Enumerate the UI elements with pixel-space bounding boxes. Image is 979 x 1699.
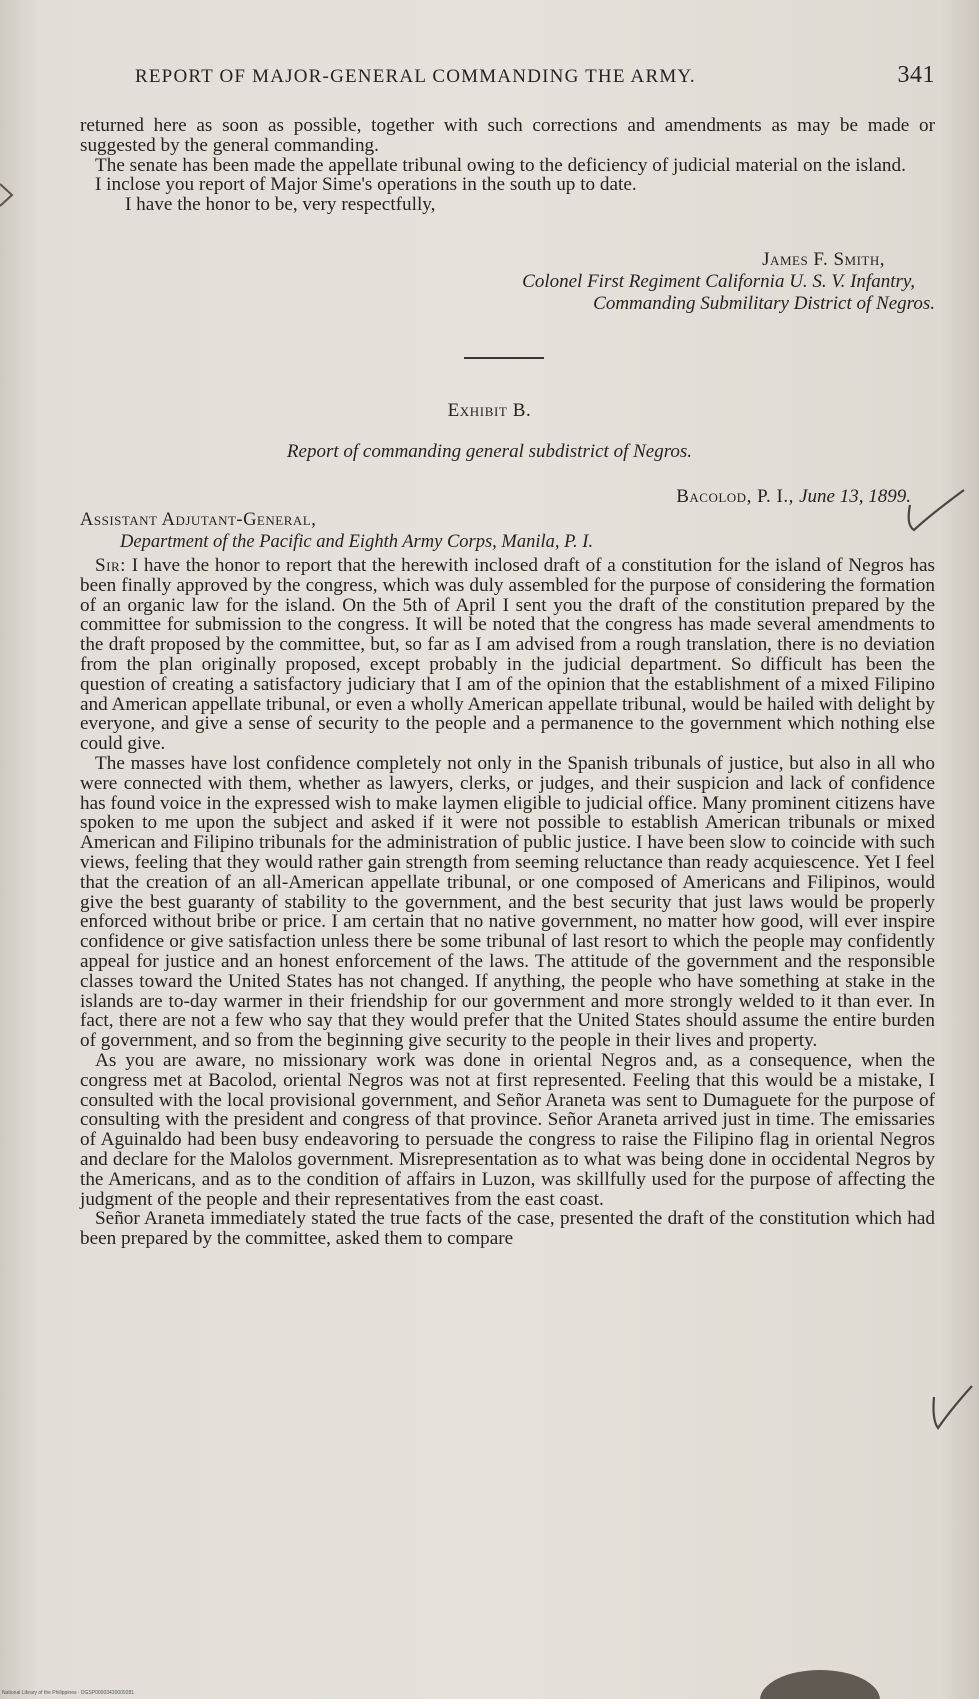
paragraph: I inclose you report of Major Sime's operations in the south up to date. bbox=[95, 174, 637, 196]
paragraph: The masses have lost confidence completely not only in the Spanish tribunals of justice, but also in all who were connected with them, whether as lawyers, clerks, or judges, and their suspicion and lack of confidence has found voice in the expressed wish to make laymen eligible to judicial office. Many prominent citizens have spoken to me upon the subject and asked if it were not possible to establish American tribunals or mixed American and Filipino tribunals for the administration of public justice. I have been slow to coincide with such views, feeling that they would rather gain strength from seeming reluctance than ready acquiescence. Yet I feel that the creation of an all-American appellate tribunal, or one composed of Americans and Filipinos, would give the best guaranty of stability to the government, and the best security that just laws would be properly enforced without bribe or price. I am certain that no native government, no matter how good, will ever inspire confidence or give satisfaction unless there be some tribunal of last resort to which the people may confidently appeal for justice and an honest enforcement of the laws. The attitude of the government and the responsible classes toward the United States has not changed. If anything, the people who have something at stake in the islands are to-day warmer in their friendship for our government and more strongly welded to it than ever. In fact, there are not a few who say that they would prefer that the United States should assume the entire burden of government, and so from the beginning give security to the people in their lives and property. bbox=[80, 752, 935, 1052]
page-number: 341 bbox=[897, 62, 935, 88]
paragraph bbox=[80, 556, 935, 754]
paragraph-text: I have the honor to report that the herewith inclosed draft of a constitution for the island of Negros has been finally approved by the congress, which was duly assembled for the purpose of considering the formation of an organic law for the island. On the 5th of April I sent you the draft of the constitution prepared by the committee for submission to the congress. It will be noted that the congress has made several amendments to the draft proposed by the committee, but, so far as I am advised from a rough translation, there is no deviation from the plan originally proposed, except probably in the judicial department. So difficult has been the question of creating a satisfactory judiciary that I am of the opinion that the establishment of a mixed Filipino and American appellate tribunal, or even a wholly American appellate tribunal, would be hailed with delight by everyone, and give a sense of security to the people and a permanence to the government which nothing else could give. bbox=[80, 555, 935, 755]
addressee-department: Department of the Pacific and Eighth Army Corps, Manila, P. I. bbox=[120, 532, 594, 552]
signature-block bbox=[522, 249, 935, 315]
dateline bbox=[676, 486, 911, 508]
exhibit-subtitle: Report of commanding general subdistrict of Negros. bbox=[286, 441, 693, 462]
continued-letter-text bbox=[80, 116, 935, 215]
handwritten-check-mark bbox=[930, 1382, 975, 1442]
running-title: REPORT OF MAJOR-GENERAL COMMANDING THE ARMY. bbox=[135, 66, 696, 87]
salutation: Sir: bbox=[95, 555, 127, 576]
running-header bbox=[135, 62, 935, 88]
paragraph: Señor Araneta immediately stated the true facts of the case, presented the draft of the constitution which had been prepared by the committee, asked them to compare bbox=[80, 1208, 935, 1250]
addressee-title: Assistant Adjutant-General, bbox=[80, 510, 317, 530]
page-edge-mark bbox=[0, 180, 18, 210]
handwritten-check-mark bbox=[900, 485, 970, 545]
dateline-place: Bacolod, P. I., bbox=[676, 486, 800, 507]
dateline-date: June 13, 1899. bbox=[799, 486, 911, 507]
report-body bbox=[80, 556, 935, 1249]
section-divider bbox=[464, 357, 544, 359]
signature-name: James F. Smith, bbox=[762, 249, 885, 270]
closing-line: I have the honor to be, very respectfully, bbox=[125, 194, 436, 216]
scan-credit: National Library of the Philippines · DGSP00003430009281 bbox=[2, 1690, 135, 1696]
paragraph: As you are aware, no missionary work was done in oriental Negros and, as a consequence, when the congress met at Bacolod, oriental Negros was not at first represented. Feeling that this would be a mistake, I consulted with the local provisional government, and Señor Araneta was sent to Dumaguete for the purpose of consulting with the president and congress of that province. Señor Araneta arrived just in time. The emissaries of Aguinaldo had been busy endeavoring to persuade the congress to raise the Filipino flag in oriental Negros and declare for the Malolos government. Misrepresentation as to what was being done in occidental Negros by the Americans, and as to the condition of affairs in Luzon, was skillfully used for the purpose of affecting the judgment of the people and their representatives from the east coast. bbox=[80, 1049, 935, 1210]
scan-shadow bbox=[760, 1670, 880, 1699]
signature-title: Colonel First Regiment California U. S. V. Infantry, bbox=[522, 271, 915, 292]
paragraph: The senate has been made the appellate tribunal owing to the deficiency of judicial material on the island. bbox=[95, 154, 906, 176]
addressee-block bbox=[80, 509, 593, 553]
exhibit-heading: Exhibit B. bbox=[447, 400, 532, 421]
signature-command: Commanding Submilitary District of Negros. bbox=[593, 293, 935, 314]
paragraph: returned here as soon as possible, together with such corrections and amendments as may be made or suggested by the general commanding. bbox=[80, 115, 935, 156]
